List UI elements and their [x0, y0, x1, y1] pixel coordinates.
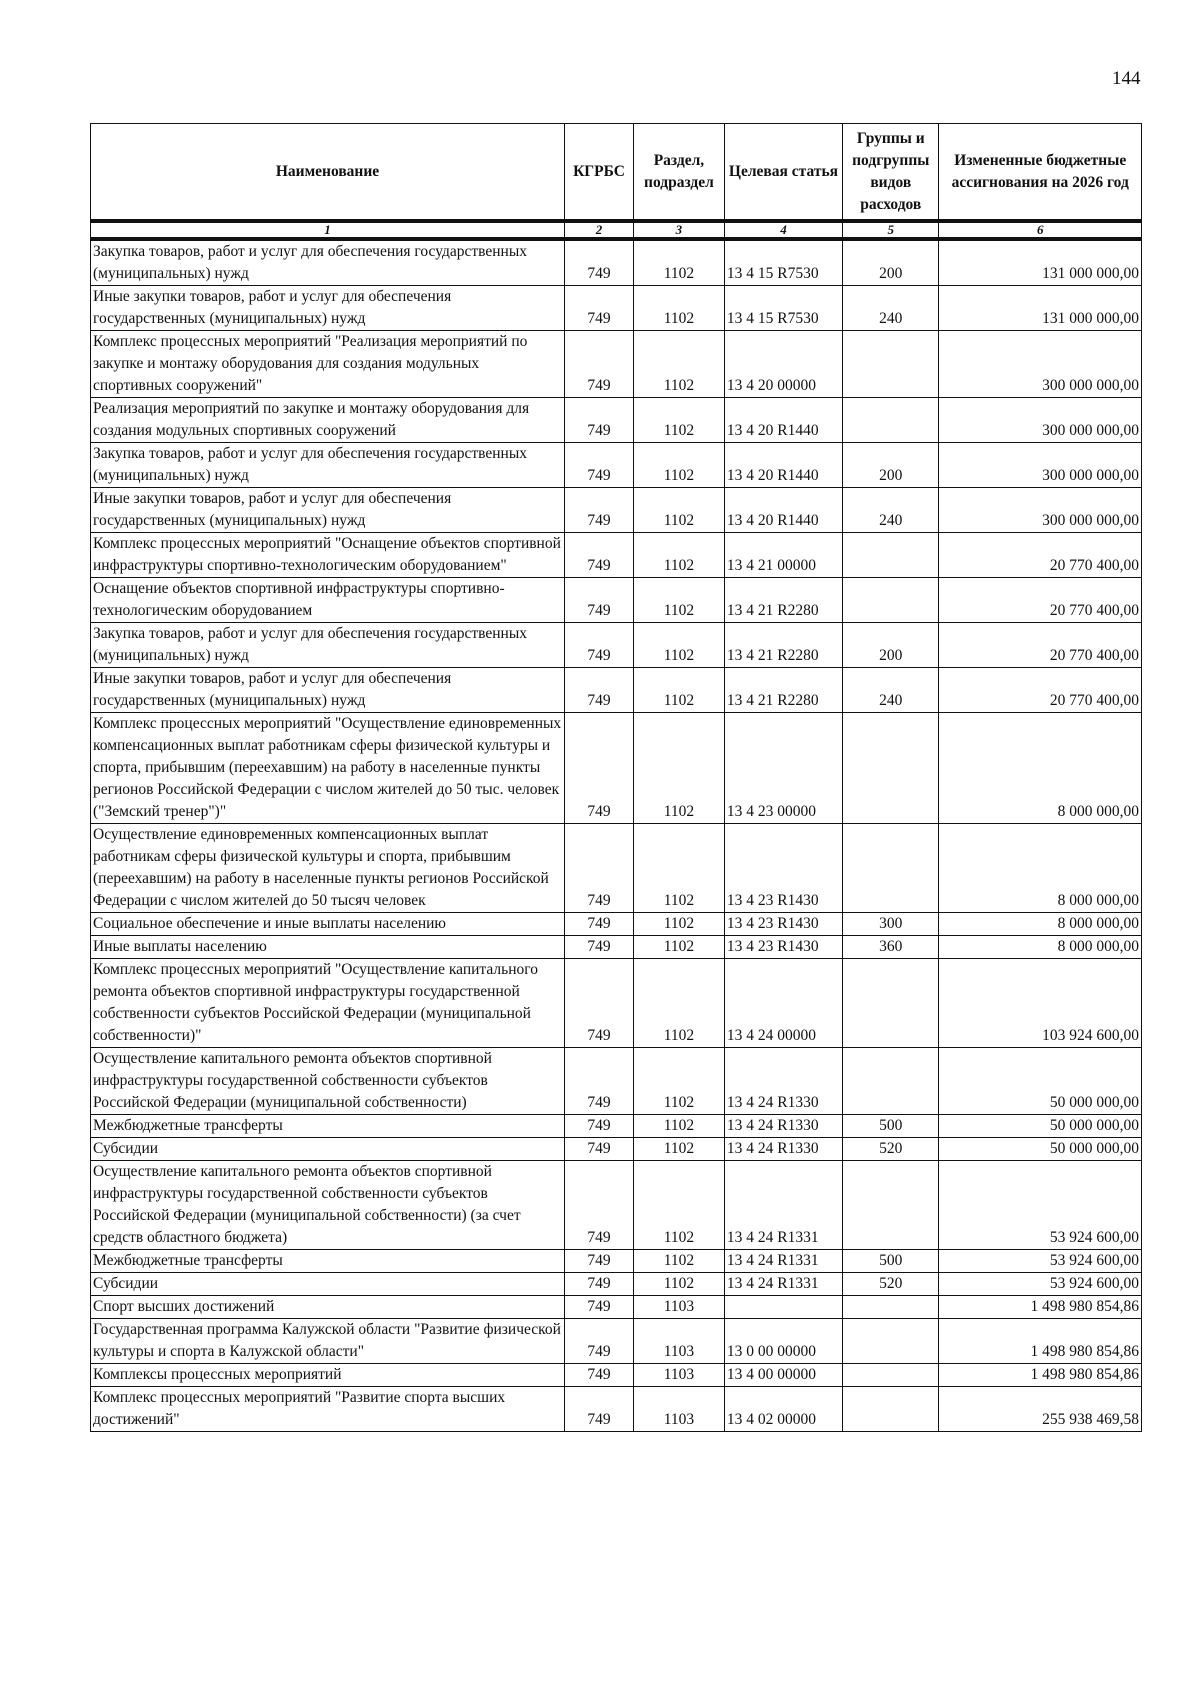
cell-kgrbs: 749 — [565, 1115, 634, 1138]
table-row — [91, 488, 1142, 533]
cell-amount: 20 770 400,00 — [939, 668, 1142, 713]
cell-group — [843, 824, 939, 913]
table-row — [91, 1048, 1142, 1115]
table-row — [91, 1138, 1142, 1161]
column-number: 1 — [91, 221, 565, 239]
cell-kgrbs: 749 — [565, 1048, 634, 1115]
cell-amount: 300 000 000,00 — [939, 443, 1142, 488]
table-row — [91, 398, 1142, 443]
table-row — [91, 1115, 1142, 1138]
cell-name: Государственная программа Калужской области "Развитие физической культуры и спорта в Калужской области" — [91, 1319, 565, 1364]
header-kgrbs: КГРБС — [565, 124, 634, 222]
cell-group — [843, 1387, 939, 1432]
cell-section: 1102 — [634, 1115, 725, 1138]
cell-group — [843, 331, 939, 398]
cell-name: Иные закупки товаров, работ и услуг для обеспечения государственных (муниципальных) нужд — [91, 488, 565, 533]
cell-group: 200 — [843, 443, 939, 488]
cell-target: 13 4 20 R1440 — [724, 398, 842, 443]
cell-target: 13 4 23 00000 — [724, 713, 842, 824]
cell-name: Закупка товаров, работ и услуг для обеспечения государственных (муниципальных) нужд — [91, 623, 565, 668]
cell-kgrbs: 749 — [565, 623, 634, 668]
cell-section: 1103 — [634, 1319, 725, 1364]
table-row — [91, 668, 1142, 713]
cell-group: 500 — [843, 1115, 939, 1138]
table-row — [91, 1387, 1142, 1432]
cell-target: 13 4 21 R2280 — [724, 668, 842, 713]
cell-amount: 300 000 000,00 — [939, 488, 1142, 533]
cell-name: Комплекс процессных мероприятий "Осуществление капитального ремонта объектов спортивной инфраструктуры государственной собственности субъектов Российской Федерации (муниципальной собственности)" — [91, 959, 565, 1048]
cell-group: 200 — [843, 239, 939, 286]
budget-table — [90, 123, 1142, 1432]
cell-kgrbs: 749 — [565, 824, 634, 913]
cell-kgrbs: 749 — [565, 936, 634, 959]
cell-kgrbs: 749 — [565, 578, 634, 623]
cell-amount: 53 924 600,00 — [939, 1273, 1142, 1296]
cell-group: 200 — [843, 623, 939, 668]
table-row — [91, 1319, 1142, 1364]
cell-amount: 50 000 000,00 — [939, 1115, 1142, 1138]
cell-section: 1102 — [634, 1048, 725, 1115]
cell-target: 13 0 00 00000 — [724, 1319, 842, 1364]
cell-group: 300 — [843, 913, 939, 936]
cell-group — [843, 1161, 939, 1250]
cell-kgrbs: 749 — [565, 443, 634, 488]
cell-target: 13 4 20 R1440 — [724, 488, 842, 533]
cell-name: Оснащение объектов спортивной инфраструктуры спортивно-технологическим оборудованием — [91, 578, 565, 623]
table-row — [91, 713, 1142, 824]
cell-name: Иные выплаты населению — [91, 936, 565, 959]
cell-amount: 300 000 000,00 — [939, 398, 1142, 443]
cell-amount: 1 498 980 854,86 — [939, 1296, 1142, 1319]
cell-section: 1102 — [634, 533, 725, 578]
cell-group — [843, 578, 939, 623]
cell-section: 1102 — [634, 443, 725, 488]
table-row — [91, 1364, 1142, 1387]
column-number-row — [91, 221, 1142, 239]
page-number: 144 — [1112, 68, 1141, 89]
cell-amount: 50 000 000,00 — [939, 1048, 1142, 1115]
cell-name: Комплекс процессных мероприятий "Реализация мероприятий по закупке и монтажу оборудования для создания модульных спортивных сооружений" — [91, 331, 565, 398]
cell-target: 13 4 24 R1331 — [724, 1161, 842, 1250]
header-groups: Группы и подгруппы видов расходов — [843, 124, 939, 222]
cell-target: 13 4 20 R1440 — [724, 443, 842, 488]
cell-target: 13 4 15 R7530 — [724, 239, 842, 286]
cell-kgrbs: 749 — [565, 398, 634, 443]
header-target: Целевая статья — [724, 124, 842, 222]
cell-target: 13 4 20 00000 — [724, 331, 842, 398]
cell-target: 13 4 21 R2280 — [724, 623, 842, 668]
cell-amount: 131 000 000,00 — [939, 239, 1142, 286]
cell-amount: 300 000 000,00 — [939, 331, 1142, 398]
table-header-row — [91, 124, 1142, 222]
cell-target: 13 4 23 R1430 — [724, 824, 842, 913]
cell-group: 360 — [843, 936, 939, 959]
table-row — [91, 1250, 1142, 1273]
cell-name: Иные закупки товаров, работ и услуг для обеспечения государственных (муниципальных) нужд — [91, 286, 565, 331]
cell-amount: 255 938 469,58 — [939, 1387, 1142, 1432]
cell-kgrbs: 749 — [565, 1364, 634, 1387]
cell-target: 13 4 24 R1330 — [724, 1048, 842, 1115]
cell-group: 240 — [843, 668, 939, 713]
cell-group — [843, 959, 939, 1048]
cell-name: Комплекс процессных мероприятий "Оснащение объектов спортивной инфраструктуры спортивно-технологическим оборудованием" — [91, 533, 565, 578]
cell-amount: 8 000 000,00 — [939, 913, 1142, 936]
cell-kgrbs: 749 — [565, 239, 634, 286]
cell-name: Межбюджетные трансферты — [91, 1250, 565, 1273]
cell-section: 1102 — [634, 623, 725, 668]
cell-section: 1102 — [634, 1250, 725, 1273]
cell-group — [843, 1048, 939, 1115]
cell-kgrbs: 749 — [565, 713, 634, 824]
table-row — [91, 936, 1142, 959]
table-row — [91, 533, 1142, 578]
table-row — [91, 239, 1142, 286]
cell-name: Иные закупки товаров, работ и услуг для обеспечения государственных (муниципальных) нужд — [91, 668, 565, 713]
cell-name: Социальное обеспечение и иные выплаты населению — [91, 913, 565, 936]
cell-group — [843, 1319, 939, 1364]
cell-kgrbs: 749 — [565, 1387, 634, 1432]
cell-amount: 20 770 400,00 — [939, 533, 1142, 578]
cell-section: 1102 — [634, 488, 725, 533]
cell-amount: 103 924 600,00 — [939, 959, 1142, 1048]
cell-amount: 1 498 980 854,86 — [939, 1319, 1142, 1364]
cell-kgrbs: 749 — [565, 1138, 634, 1161]
table-row — [91, 824, 1142, 913]
table-row — [91, 1296, 1142, 1319]
cell-section: 1102 — [634, 959, 725, 1048]
cell-target: 13 4 23 R1430 — [724, 936, 842, 959]
cell-name: Закупка товаров, работ и услуг для обеспечения государственных (муниципальных) нужд — [91, 443, 565, 488]
table-row — [91, 913, 1142, 936]
cell-kgrbs: 749 — [565, 1250, 634, 1273]
cell-group — [843, 713, 939, 824]
cell-group: 520 — [843, 1273, 939, 1296]
cell-name: Комплексы процессных мероприятий — [91, 1364, 565, 1387]
table-row — [91, 578, 1142, 623]
column-number: 3 — [634, 221, 725, 239]
table-row — [91, 959, 1142, 1048]
cell-group: 500 — [843, 1250, 939, 1273]
cell-target: 13 4 24 R1331 — [724, 1273, 842, 1296]
cell-amount: 8 000 000,00 — [939, 824, 1142, 913]
table-row — [91, 1161, 1142, 1250]
cell-kgrbs: 749 — [565, 1161, 634, 1250]
cell-target: 13 4 21 R2280 — [724, 578, 842, 623]
cell-name: Комплекс процессных мероприятий "Развитие спорта высших достижений" — [91, 1387, 565, 1432]
cell-amount: 1 498 980 854,86 — [939, 1364, 1142, 1387]
cell-section: 1102 — [634, 936, 725, 959]
cell-target: 13 4 24 R1331 — [724, 1250, 842, 1273]
cell-group: 520 — [843, 1138, 939, 1161]
cell-section: 1102 — [634, 1138, 725, 1161]
cell-name: Осуществление капитального ремонта объектов спортивной инфраструктуры государственной собственности субъектов Российской Федерации (муниципальной собственности) — [91, 1048, 565, 1115]
cell-target: 13 4 21 00000 — [724, 533, 842, 578]
cell-kgrbs: 749 — [565, 668, 634, 713]
cell-name: Закупка товаров, работ и услуг для обеспечения государственных (муниципальных) нужд — [91, 239, 565, 286]
cell-target: 13 4 24 R1330 — [724, 1115, 842, 1138]
cell-name: Комплекс процессных мероприятий "Осуществление единовременных компенсационных выплат работникам сферы физической культуры и спорта, прибывшим (переехавшим) на работу в населенные пункты регионов Российской Федерации с числом жителей до 50 тыс. человек ("Земский тренер")" — [91, 713, 565, 824]
cell-section: 1102 — [634, 286, 725, 331]
cell-kgrbs: 749 — [565, 913, 634, 936]
cell-section: 1103 — [634, 1296, 725, 1319]
cell-group — [843, 533, 939, 578]
cell-section: 1102 — [634, 1273, 725, 1296]
table-row — [91, 331, 1142, 398]
cell-group — [843, 1296, 939, 1319]
cell-amount: 8 000 000,00 — [939, 936, 1142, 959]
cell-amount: 20 770 400,00 — [939, 623, 1142, 668]
cell-kgrbs: 749 — [565, 1296, 634, 1319]
cell-kgrbs: 749 — [565, 286, 634, 331]
cell-target — [724, 1296, 842, 1319]
cell-amount: 53 924 600,00 — [939, 1161, 1142, 1250]
cell-amount: 20 770 400,00 — [939, 578, 1142, 623]
cell-target: 13 4 23 R1430 — [724, 913, 842, 936]
table-row — [91, 286, 1142, 331]
cell-section: 1102 — [634, 713, 725, 824]
cell-section: 1102 — [634, 578, 725, 623]
cell-group — [843, 1364, 939, 1387]
cell-target: 13 4 02 00000 — [724, 1387, 842, 1432]
cell-section: 1103 — [634, 1387, 725, 1432]
header-amount: Измененные бюджетные ассигнования на 2026 год — [939, 124, 1142, 222]
cell-group — [843, 398, 939, 443]
cell-amount: 53 924 600,00 — [939, 1250, 1142, 1273]
column-number: 4 — [724, 221, 842, 239]
table-row — [91, 1273, 1142, 1296]
cell-kgrbs: 749 — [565, 959, 634, 1048]
header-name: Наименование — [91, 124, 565, 222]
cell-section: 1103 — [634, 1364, 725, 1387]
cell-amount: 8 000 000,00 — [939, 713, 1142, 824]
column-number: 2 — [565, 221, 634, 239]
cell-kgrbs: 749 — [565, 1273, 634, 1296]
cell-name: Осуществление единовременных компенсационных выплат работникам сферы физической культуры и спорта, прибывшим (переехавшим) на работу в населенные пункты регионов Российской Федерации с числом жителей до 50 тысяч человек — [91, 824, 565, 913]
header-section: Раздел, подраздел — [634, 124, 725, 222]
cell-kgrbs: 749 — [565, 488, 634, 533]
column-number: 6 — [939, 221, 1142, 239]
cell-section: 1102 — [634, 824, 725, 913]
cell-kgrbs: 749 — [565, 533, 634, 578]
cell-target: 13 4 15 R7530 — [724, 286, 842, 331]
cell-section: 1102 — [634, 1161, 725, 1250]
cell-section: 1102 — [634, 913, 725, 936]
cell-amount: 50 000 000,00 — [939, 1138, 1142, 1161]
cell-name: Реализация мероприятий по закупке и монтажу оборудования для создания модульных спортивных сооружений — [91, 398, 565, 443]
cell-target: 13 4 00 00000 — [724, 1364, 842, 1387]
cell-target: 13 4 24 00000 — [724, 959, 842, 1048]
cell-group: 240 — [843, 488, 939, 533]
cell-section: 1102 — [634, 668, 725, 713]
cell-name: Субсидии — [91, 1138, 565, 1161]
cell-section: 1102 — [634, 239, 725, 286]
cell-amount: 131 000 000,00 — [939, 286, 1142, 331]
cell-kgrbs: 749 — [565, 331, 634, 398]
cell-kgrbs: 749 — [565, 1319, 634, 1364]
cell-name: Межбюджетные трансферты — [91, 1115, 565, 1138]
cell-section: 1102 — [634, 398, 725, 443]
table-row — [91, 443, 1142, 488]
cell-name: Субсидии — [91, 1273, 565, 1296]
column-number: 5 — [843, 221, 939, 239]
cell-name: Спорт высших достижений — [91, 1296, 565, 1319]
cell-target: 13 4 24 R1330 — [724, 1138, 842, 1161]
table-body — [91, 239, 1142, 1432]
cell-group: 240 — [843, 286, 939, 331]
table-row — [91, 623, 1142, 668]
cell-section: 1102 — [634, 331, 725, 398]
cell-name: Осуществление капитального ремонта объектов спортивной инфраструктуры государственной собственности субъектов Российской Федерации (муниципальной собственности) (за счет средств областного бюджета) — [91, 1161, 565, 1250]
